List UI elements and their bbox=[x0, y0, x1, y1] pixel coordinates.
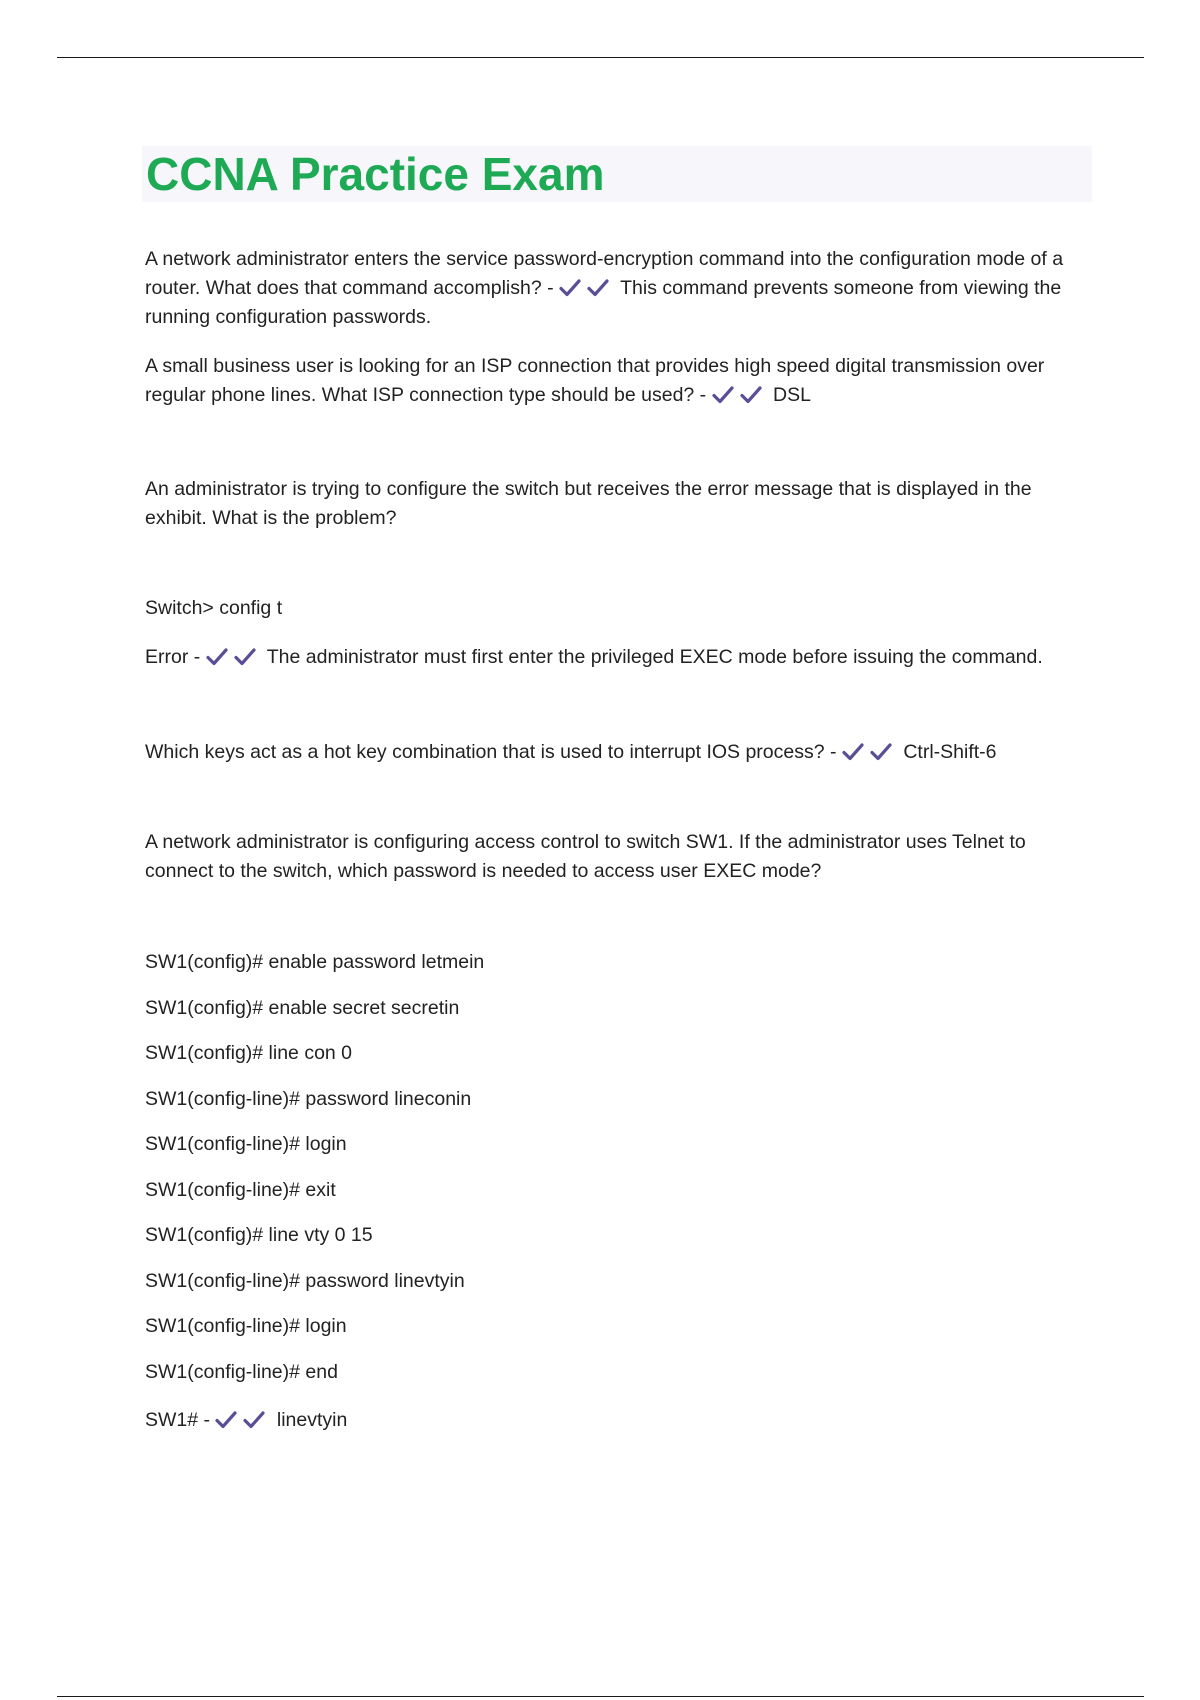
config-line: SW1(config-line)# login bbox=[145, 1315, 347, 1337]
answer-text: This command prevents someone from viewing the running configuration passwords. bbox=[145, 277, 1062, 328]
qa-item-5-answer bbox=[145, 1406, 1095, 1435]
config-line: SW1(config)# line con 0 bbox=[145, 1042, 353, 1064]
config-line: SW1(config-line)# password lineconin bbox=[145, 1088, 472, 1110]
check-icon bbox=[559, 279, 581, 297]
double-check-icon bbox=[712, 384, 768, 406]
top-rule bbox=[57, 57, 1144, 58]
qa-item-5-question: A network administrator is configuring access control to switch SW1. If the administrator uses Telnet to connect to the switch, which password is needed to access user EXEC mode? bbox=[145, 831, 1026, 882]
question-text: Which keys act as a hot key combination that is used to interrupt IOS process? - bbox=[145, 741, 837, 763]
exhibit-line: Switch> config t bbox=[145, 597, 283, 619]
check-icon bbox=[215, 1411, 237, 1429]
config-line: SW1(config-line)# login bbox=[145, 1133, 347, 1155]
answer-prefix: SW1# - bbox=[145, 1409, 211, 1431]
config-line: SW1(config-line)# exit bbox=[145, 1179, 336, 1201]
config-line: SW1(config)# enable secret secretin bbox=[145, 997, 460, 1019]
check-icon bbox=[870, 743, 892, 761]
qa-item-2 bbox=[145, 352, 1095, 410]
question-text: A small business user is looking for an ISP connection that provides high speed digital transmission over regular phone lines. What ISP connection type should be used? - bbox=[145, 355, 1045, 406]
qa-item-3-question: An administrator is trying to configure the switch but receives the error message that is displayed in the exhibit. What is the problem? bbox=[145, 478, 1032, 529]
check-icon bbox=[712, 386, 734, 404]
bottom-rule bbox=[57, 1696, 1144, 1697]
answer-text: The administrator must first enter the privileged EXEC mode before issuing the command. bbox=[266, 646, 1043, 668]
check-icon bbox=[740, 386, 762, 404]
config-line: SW1(config-line)# end bbox=[145, 1361, 338, 1383]
double-check-icon bbox=[842, 741, 898, 763]
question-text: A network administrator enters the service password-encryption command into the configuration mode of a router. What does that command accomplish? - bbox=[145, 248, 1064, 299]
qa-item-3-answer bbox=[145, 643, 1095, 672]
double-check-icon bbox=[559, 277, 615, 299]
config-line: SW1(config-line)# password linevtyin bbox=[145, 1270, 465, 1292]
double-check-icon bbox=[215, 1409, 271, 1431]
answer-text: linevtyin bbox=[276, 1409, 348, 1431]
page-title: CCNA Practice Exam bbox=[146, 148, 605, 200]
qa-item-4 bbox=[145, 738, 1095, 767]
check-icon bbox=[206, 648, 228, 666]
qa-item-1 bbox=[145, 245, 1095, 332]
check-icon bbox=[234, 648, 256, 666]
double-check-icon bbox=[206, 646, 262, 668]
check-icon bbox=[842, 743, 864, 761]
check-icon bbox=[243, 1411, 265, 1429]
answer-prefix: Error - bbox=[145, 646, 201, 668]
answer-text: Ctrl-Shift-6 bbox=[903, 741, 997, 763]
config-line: SW1(config)# line vty 0 15 bbox=[145, 1224, 373, 1246]
answer-text: DSL bbox=[773, 384, 811, 406]
check-icon bbox=[587, 279, 609, 297]
config-line: SW1(config)# enable password letmein bbox=[145, 951, 485, 973]
